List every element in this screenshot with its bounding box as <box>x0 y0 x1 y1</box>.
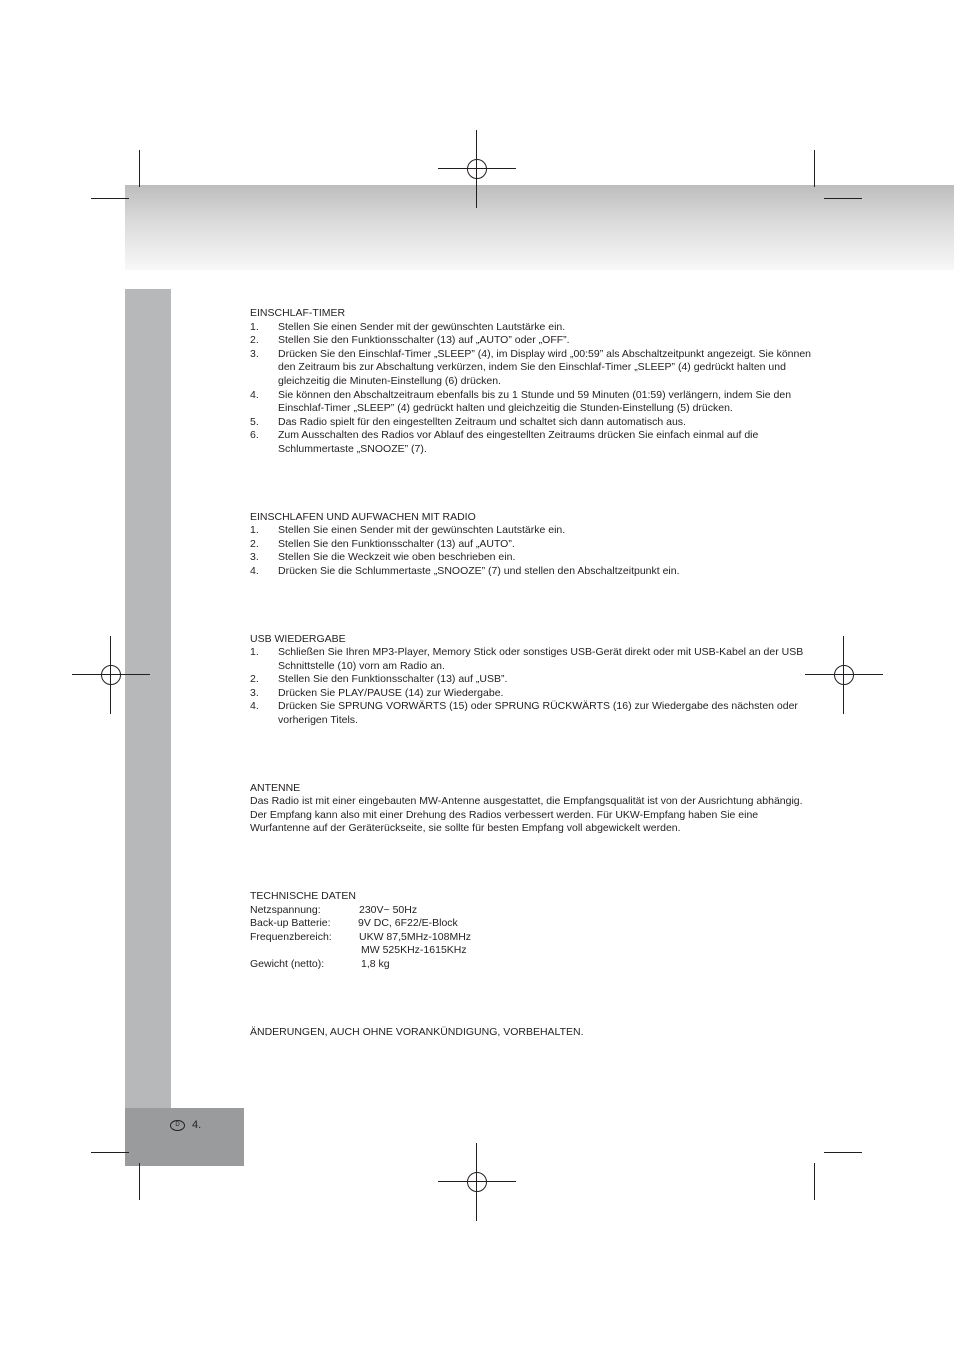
item-number: 5. <box>250 415 259 428</box>
item-text: Drücken Sie den Einschlaf-Timer „SLEEP” (4), im Display wird „00:59” als Abschaltzeitpunkt angezeigt. Sie können den Zeitraum bis zur Abschaltung verkürzen, indem Sie den Einschlaf-Timer „SLEEP” (4) gedrückt halten und gleichzeitig die Minuten-Einstellung (6) drücken. <box>278 347 812 387</box>
page-number: 4. <box>192 1119 202 1131</box>
item-text: Drücken Sie SPRUNG VORWÄRTS (15) oder SPRUNG RÜCKWÄRTS (16) zur Wiedergabe des nächsten oder vorherigen Titels. <box>278 700 798 727</box>
crop-mark <box>814 1163 815 1200</box>
spec-row <box>250 904 820 918</box>
item-number: 4. <box>250 564 259 577</box>
list-item <box>250 565 820 579</box>
item-text: Stellen Sie den Funktionsschalter (13) auf „USB”. <box>278 673 508 686</box>
spec-label: Gewicht (netto): <box>250 958 325 970</box>
item-number: 1. <box>250 524 259 537</box>
item-number: 2. <box>250 334 259 347</box>
crop-mark <box>814 150 815 187</box>
list-item <box>250 416 820 430</box>
item-number: 2. <box>250 673 259 686</box>
instruction-list <box>250 646 820 728</box>
item-text: Zum Ausschalten des Radios vor Ablauf des eingestellten Zeitraums drücken Sie einfach einmal auf die Schlummertaste „SNOOZE” (7). <box>278 429 759 455</box>
spec-value: 1,8 kg <box>361 958 390 970</box>
list-item <box>250 538 820 552</box>
spec-label: Frequenzbereich: <box>250 930 332 943</box>
page-number-tab <box>125 1108 244 1166</box>
section-title: EINSCHLAFEN UND AUFWACHEN MIT RADIO <box>250 510 476 523</box>
list-item <box>250 551 820 565</box>
section-sleep-timer <box>250 307 820 457</box>
section-antenna <box>250 782 820 836</box>
section-title: EINSCHLAF-TIMER <box>250 307 346 319</box>
crop-mark <box>91 198 129 199</box>
list-item <box>250 646 820 673</box>
item-number: 4. <box>250 388 259 401</box>
registration-mark-top <box>438 130 516 208</box>
item-text: Drücken Sie die Schlummertaste „SNOOZE” (7) und stellen den Abschaltzeitpunkt ein. <box>278 564 680 577</box>
item-text: Stellen Sie die Weckzeit wie oben beschrieben ein. <box>278 551 516 564</box>
item-number: 3. <box>250 347 259 360</box>
section-sleep-wake <box>250 511 820 579</box>
crop-mark <box>91 1152 129 1153</box>
item-text: Stellen Sie den Funktionsschalter (13) auf „AUTO” oder „OFF”. <box>278 334 570 347</box>
section-title: ANTENNE <box>250 781 301 794</box>
spec-label <box>250 944 361 958</box>
item-number: 3. <box>250 551 259 564</box>
antenna-paragraph: Das Radio ist mit einer eingebauten MW-Antenne ausgestattet, die Empfangsqualität ist von der Ausrichtung abhängig. Der Empfang kann also mit einer Drehung des Radios verbessert werden. Für UKW-Empfang haben Sie eine Wurfantenne auf der Geräterückseite, sie sollte für besten Empfang voll abgewickelt werden. <box>250 795 803 835</box>
item-text: Schließen Sie Ihren MP3-Player, Memory Stick oder sonstiges USB-Gerät direkt oder mit USB-Kabel an der USB Schnittstelle (10) vorn am Radio an. <box>278 646 804 672</box>
list-item <box>250 429 820 456</box>
list-item <box>250 524 820 538</box>
spec-row <box>250 944 820 958</box>
crop-mark <box>824 1152 862 1153</box>
manual-content <box>250 307 820 1066</box>
list-item <box>250 687 820 701</box>
item-number: 2. <box>250 537 259 550</box>
item-number: 4. <box>250 700 259 713</box>
instruction-list <box>250 321 820 457</box>
list-item <box>250 673 820 687</box>
spec-row <box>250 931 820 945</box>
section-title: TECHNISCHE DATEN <box>250 890 356 903</box>
list-item <box>250 348 820 389</box>
item-text: Sie können den Abschaltzeitraum ebenfalls bis zu 1 Stunde und 59 Minuten (01:59) verlängern, indem Sie den Einschlaf-Timer „SLEEP” (4) gedrückt halten und gleichzeitig die Stunden-Einstellung (5) drücken. <box>278 388 792 415</box>
crop-mark <box>139 150 140 187</box>
item-number: 1. <box>250 646 259 659</box>
section-usb-playback <box>250 633 820 728</box>
page-footer <box>170 1119 201 1131</box>
spec-row <box>250 917 820 931</box>
registration-mark-left <box>72 636 150 714</box>
item-text: Stellen Sie den Funktionsschalter (13) auf „AUTO”. <box>278 537 515 550</box>
spec-value: UKW 87,5MHz-108MHz <box>359 930 472 943</box>
instruction-list <box>250 524 820 578</box>
crop-mark <box>824 198 862 199</box>
spec-label: Netzspannung: <box>250 903 321 916</box>
spec-value: MW 525KHz-1615KHz <box>361 944 467 957</box>
spec-label: Back-up Batterie: <box>250 917 331 930</box>
item-number: 3. <box>250 686 259 699</box>
list-item <box>250 334 820 348</box>
section-technical-data <box>250 890 820 972</box>
list-item <box>250 700 820 727</box>
list-item <box>250 321 820 335</box>
spec-value: 230V~ 50Hz <box>359 903 418 916</box>
section-title: USB WIEDERGABE <box>250 632 346 645</box>
item-number: 6. <box>250 429 259 442</box>
germany-language-icon: D <box>170 1120 185 1131</box>
spec-value: 9V DC, 6F22/E-Block <box>358 917 458 930</box>
item-text: Drücken Sie PLAY/PAUSE (14) zur Wiedergabe. <box>278 686 504 699</box>
section-disclaimer <box>250 1026 820 1040</box>
registration-mark-bottom <box>438 1143 516 1221</box>
disclaimer-text: ÄNDERUNGEN, AUCH OHNE VORANKÜNDIGUNG, VORBEHALTEN. <box>250 1025 584 1038</box>
spec-row <box>250 958 820 972</box>
list-item <box>250 389 820 416</box>
crop-mark <box>139 1163 140 1200</box>
item-text: Stellen Sie einen Sender mit der gewünschten Lautstärke ein. <box>278 524 566 537</box>
item-text: Das Radio spielt für den eingestellten Zeitraum und schaltet sich dann automatisch aus. <box>278 415 686 428</box>
item-number: 1. <box>250 320 259 333</box>
item-text: Stellen Sie einen Sender mit der gewünschten Lautstärke ein. <box>278 320 566 333</box>
